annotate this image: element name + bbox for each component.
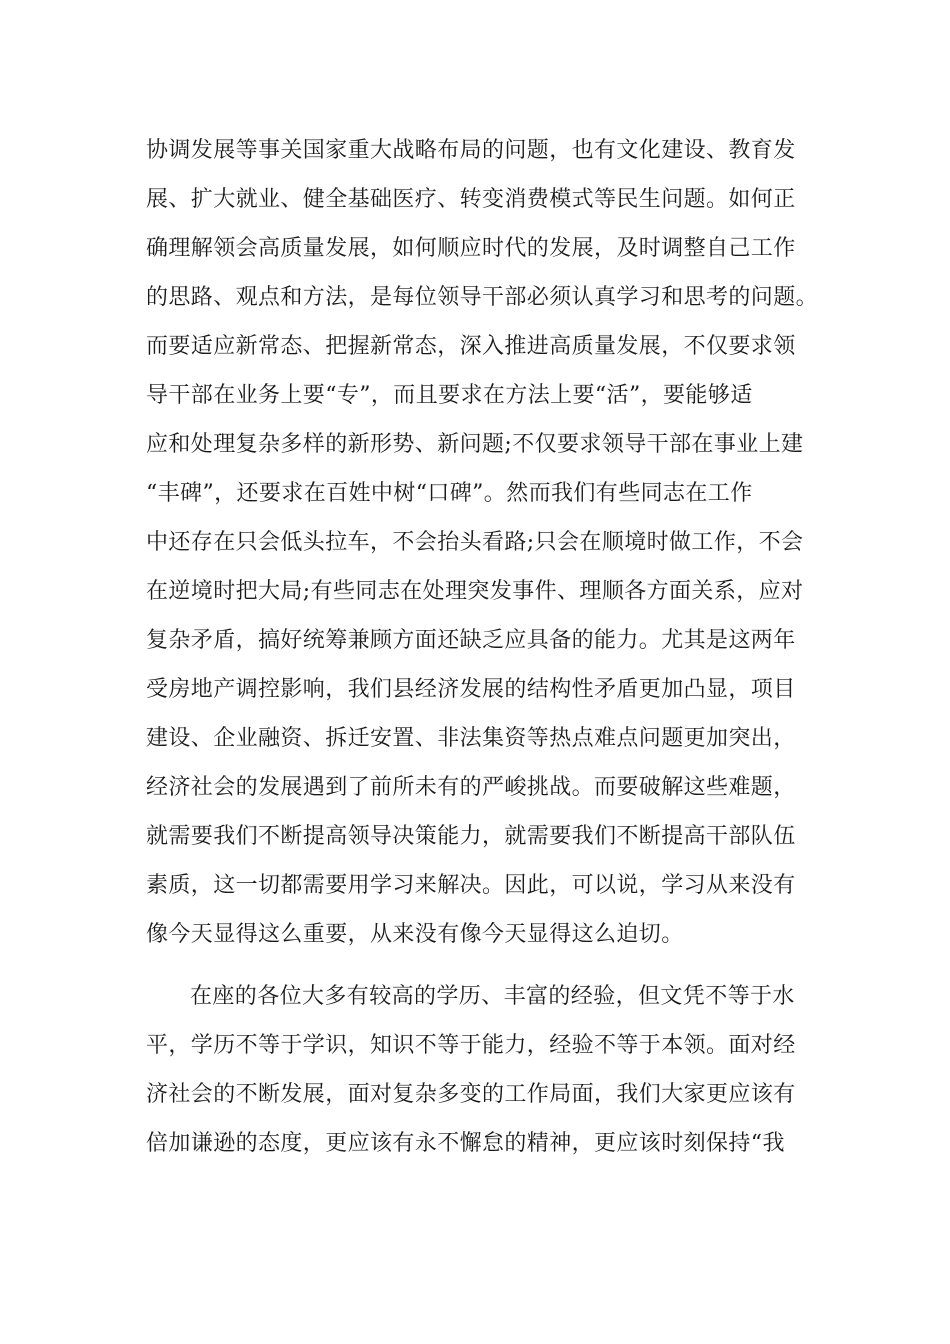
text-line: 而要适应新常态、把握新常态，深入推进高质量发展，不仅要求领	[146, 334, 796, 359]
text-line: 展、扩大就业、健全基础医疗、转变消费模式等民生问题。如何正	[146, 187, 796, 212]
text-line: 倍加谦逊的态度，更应该有永不懈怠的精神，更应该时刻保持“我	[146, 1131, 785, 1156]
text-line: 济社会的不断发展，面对复杂多变的工作局面，我们大家更应该有	[146, 1082, 796, 1107]
text-line: 在座的各位大多有较高的学历、丰富的经验，但文凭不等于水	[190, 984, 795, 1009]
text-line: 在逆境时把大局;有些同志在处理突发事件、理顺各方面关系，应对	[146, 579, 804, 604]
text-line: 建设、企业融资、拆迁安置、非法集资等热点难点问题更加突出，	[146, 726, 796, 751]
text-line: 受房地产调控影响，我们县经济发展的结构性矛盾更加凸显，项目	[146, 677, 796, 702]
text-line: 经济社会的发展遇到了前所未有的严峻挑战。而要破解这些难题，	[146, 775, 796, 800]
text-line: 复杂矛盾，搞好统筹兼顾方面还缺乏应具备的能力。尤其是这两年	[146, 628, 796, 653]
text-line: 导干部在业务上要“专”，而且要求在方法上要“活”，要能够适	[146, 383, 753, 408]
text-line: 就需要我们不断提高领导决策能力，就需要我们不断提高干部队伍	[146, 824, 796, 849]
text-line: 确理解领会高质量发展，如何顺应时代的发展，及时调整自己工作	[146, 236, 796, 261]
text-line: “丰碑”，还要求在百姓中树“口碑”。然而我们有些同志在工作	[146, 481, 753, 506]
text-line: 的思路、观点和方法，是每位领导干部必须认真学习和思考的问题。	[146, 285, 819, 310]
text-line: 中还存在只会低头拉车，不会抬头看路;只会在顺境时做工作，不会	[146, 530, 804, 555]
text-line: 平，学历不等于学识，知识不等于能力，经验不等于本领。面对经	[146, 1033, 796, 1058]
text-line: 协调发展等事关国家重大战略布局的问题，也有文化建设、教育发	[146, 138, 796, 163]
text-line: 像今天显得这么重要，从来没有像今天显得这么迫切。	[146, 922, 684, 947]
text-line: 应和处理复杂多样的新形势、新问题;不仅要求领导干部在事业上建	[146, 432, 804, 457]
text-line: 素质，这一切都需要用学习来解决。因此，可以说，学习从来没有	[146, 873, 796, 898]
